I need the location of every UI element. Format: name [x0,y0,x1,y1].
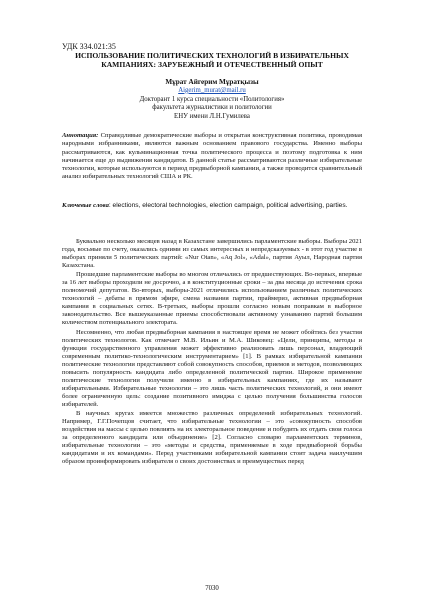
page-number: 7030 [205,585,219,592]
article-body [62,238,362,466]
abstract-label: Аннотация: [62,132,99,139]
keywords-label: Ключевые слова [62,202,109,209]
abstract-text: Справедливые демократические выборы и открытая конструктивная политика, проводимая народными избранниками, являются важным основанием правового государства. Именно выборы рассматриваются, как кульминационная точка политического процесса и поэтому подготовка к ним начинается еще до выдвижения кандидатов. В данной статье рассматриваются различные избирательные технологии, которые используются в период предвыборной кампании, а также проводится сравнительный анализ избирательных технологий США и РК. [62,132,362,181]
author-email-link[interactable]: Aigerim_murat@mail.ru [178,86,246,94]
keywords-text: : elections, electoral technologies, election campaign, political advertising, parties. [108,202,348,209]
article-title-line-2: КАМПАНИЯХ: ЗАРУБЕЖНЫЙ И ОТЕЧЕСТВЕННЫЙ ОПЫТ [101,60,323,70]
author-block [62,78,362,122]
body-paragraph: Несомненно, что любая предвыборная кампания в настоящее время не может обойтись без участия политических технологов. Как отмечает М.В. Ильин и М.А. Шиковец: «Цели, принципы, методы и функции государственного управления может эффективно реализовать лишь персонал, владеющий современным политико-технологическим инструментарием» [1]. В рамках избирательной кампании политические технологии представляют собой совокупность способов, приемов и методов, позволяющих повысить популярность кандидата либо определенной политической партии. Широкое применение политические технологии получили именно в избирательных кампаниях, где их называют избирательными. Избирательные технологии – это лишь часть политических технологий, и они имеют более ограниченную цель: создание позитивного имиджа с целью получения большинства голосов избирателей. [62,328,362,408]
author-university: ЕНУ имени Л.Н.Гумилева [174,113,250,121]
author-position: Докторант 1 курса специальности «Политология» [139,95,285,103]
author-name: Мұрат Айгерим Мұратқызы [165,78,259,86]
article-title [62,51,362,70]
abstract [62,132,362,182]
body-paragraph: В научных кругах имеется множество различных определений избирательных технологий. Например, Г.Г.Почепцов считает, что избирательные технологии – это «совокупность способов воздействия на массы с целью повлиять на их электоральное поведение и побудить их отдать свои голоса за определенного кандидата или объединение» [2]. Согласно словарю парламентских терминов, избирательные технологии – это «методы и средства, применяемые в ходе предвыборной борьбы кандидатами и их командами». Перед участниками избирательной кампании стоит задача наилучшим образом проинформировать избирателя о своих достоинствах и преимуществах перед [62,409,362,466]
article-title-line-1: ИСПОЛЬЗОВАНИЕ ПОЛИТИЧЕСКИХ ТЕХНОЛОГИЙ В ИЗБИРАТЕЛЬНЫХ [75,51,349,60]
body-paragraph: Буквально несколько месяцев назад в Казахстане завершились парламентские выборы. Выборы 2021 года, восьмые по счету, оказались одними из самых интересных и непредсказуемых - в этот год участие в выборах приняли 5 политических партий: «Nur Otan», «Aq Jol», «Adal», партия Ауыл, Народная партия Казахстана. [62,238,362,270]
body-paragraph: Прошедшие парламентские выборы во многом отличались от предшествующих. Во-первых, впервые за 16 лет выборы проходили не досрочно, а в конституционные сроки – за два месяца до истечения срока полномочий депутатов. Во-вторых, выборы-2021 отличились использованием различных политических технологий – дебаты в прямом эфире, смена названия партии, праймериз, активная предвыборная кампания в социальных сетях. В-третьих, выборы прошли согласно новым поправкам в выборное законодательство. Все вышеуказанные приемы способствовали активному узнаванию партий большим количеством потенциального электората. [62,271,362,327]
keywords [62,202,362,210]
udc-code: УДК 334.021:35 [62,42,116,51]
author-faculty: факультета журналистики и политологии [152,104,272,112]
